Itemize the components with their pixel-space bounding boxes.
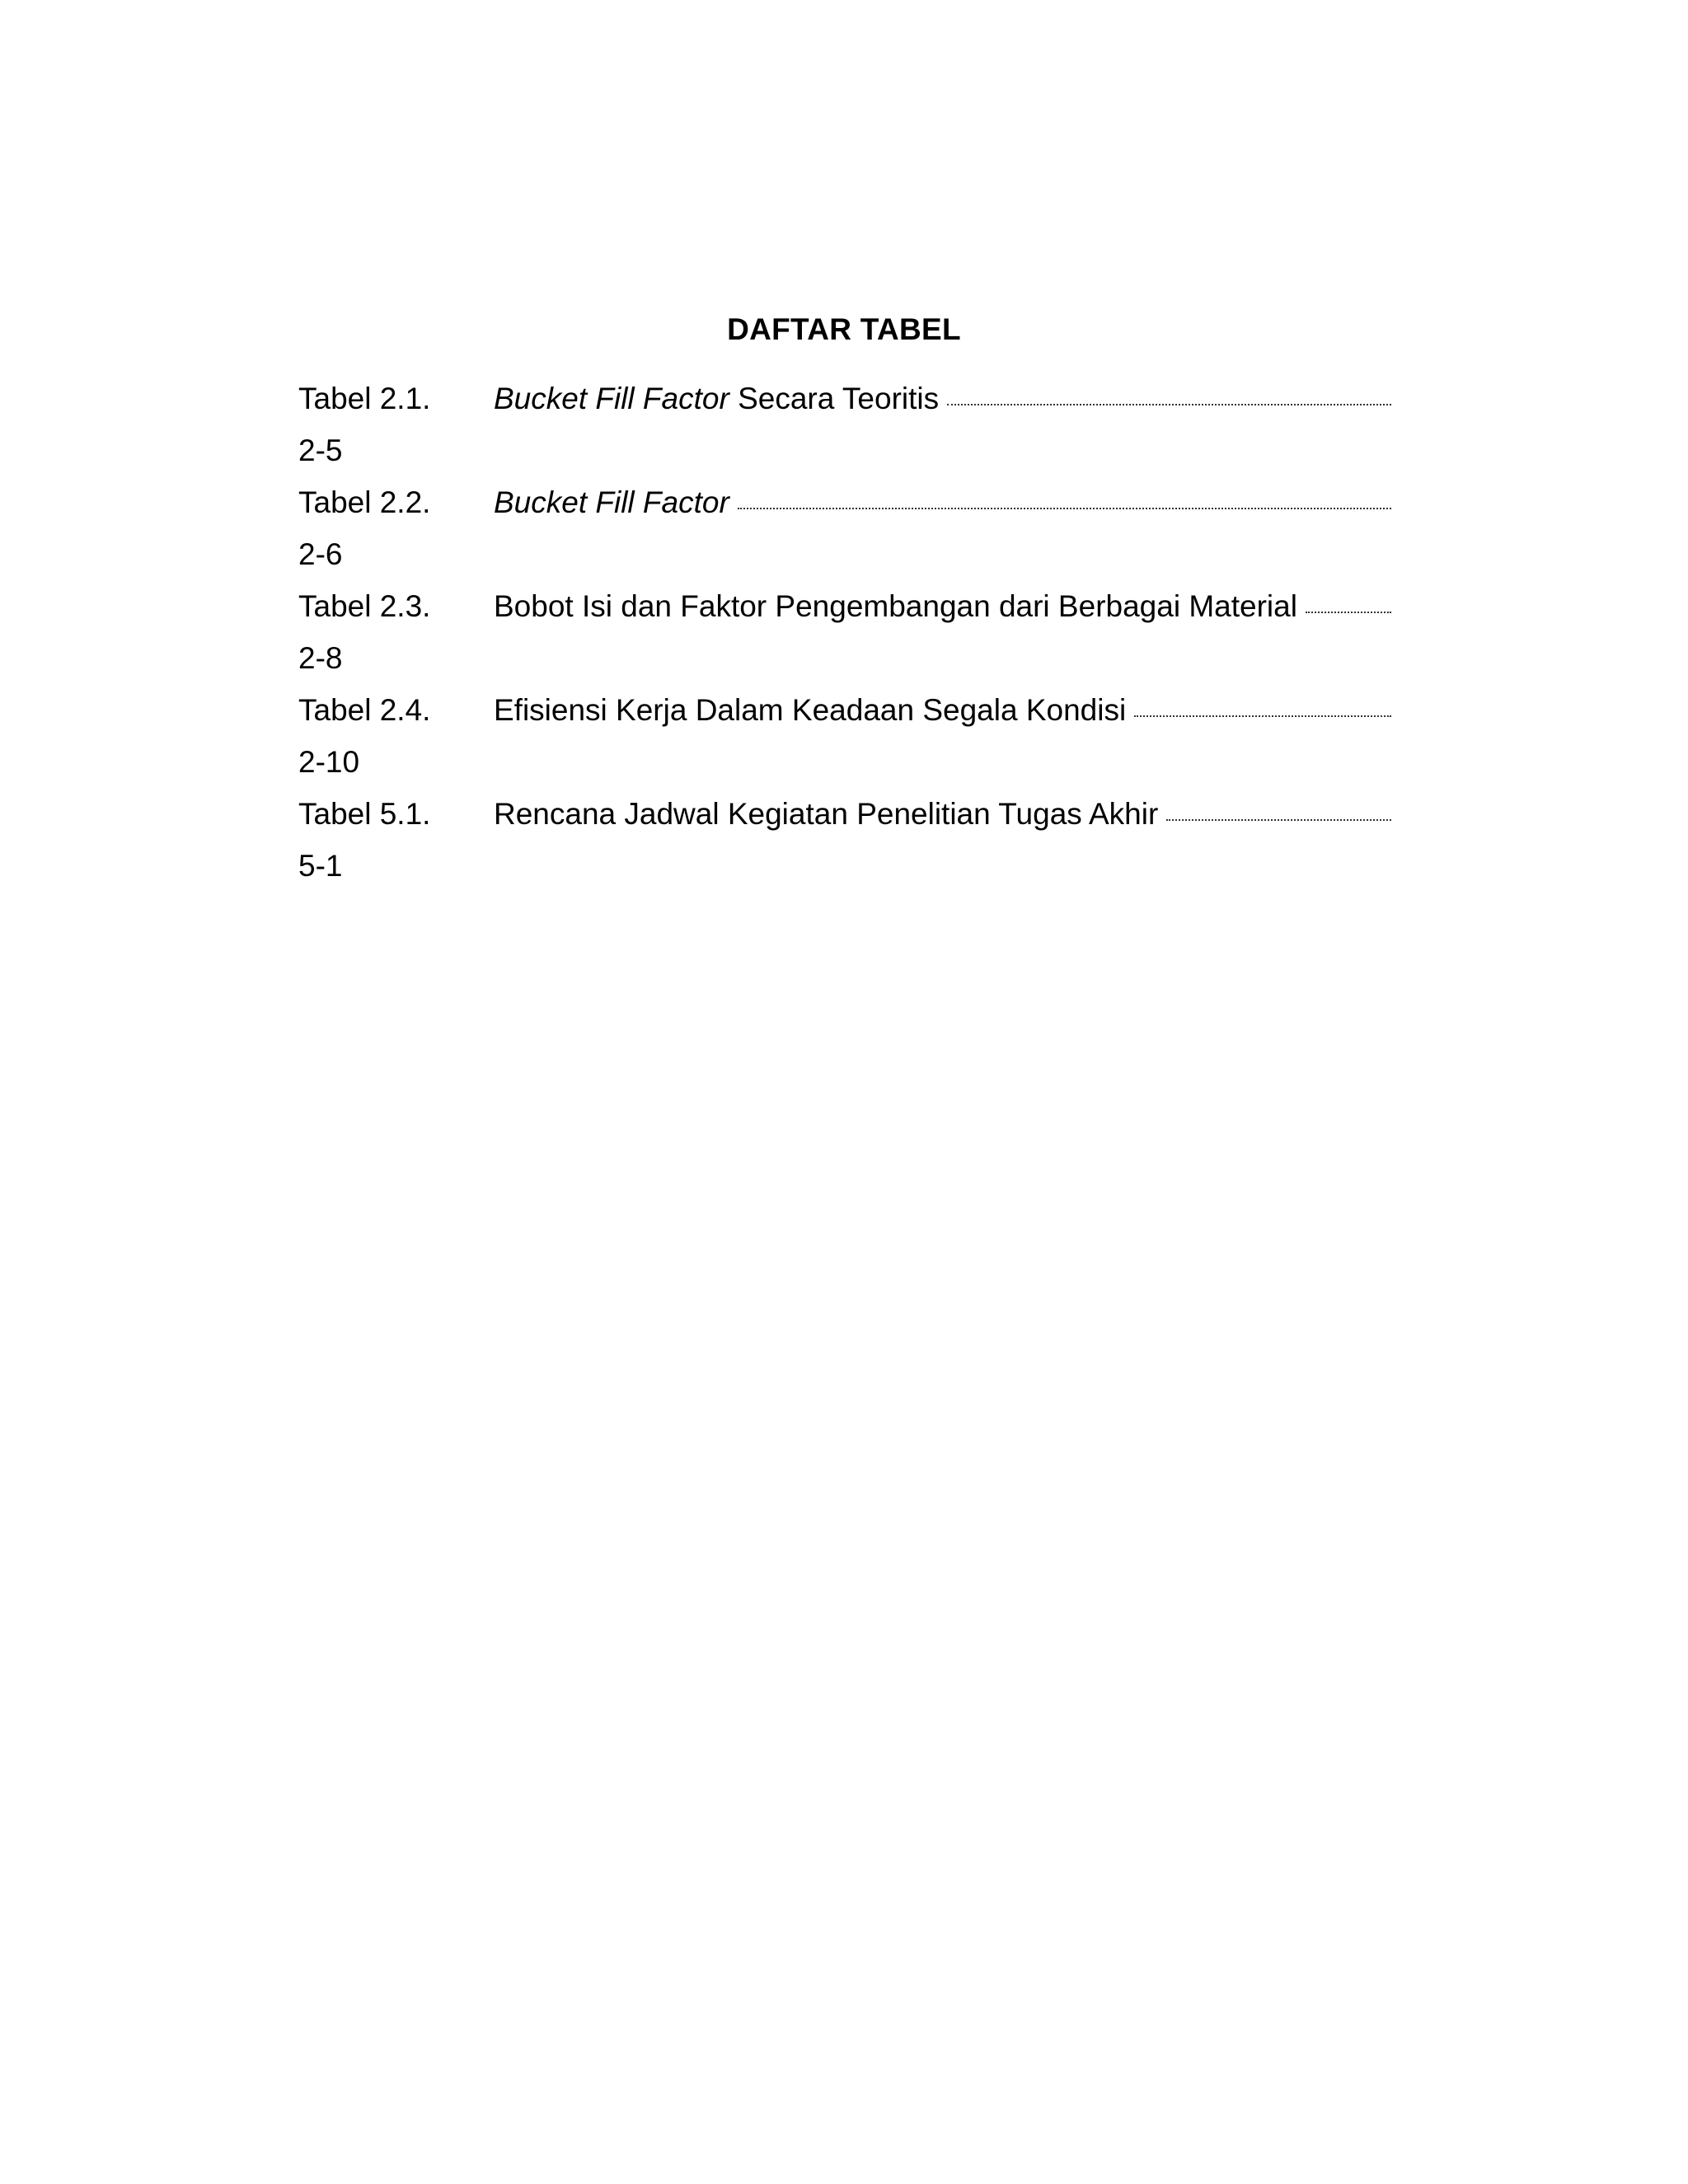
dot-leader xyxy=(947,403,1391,405)
dot-leader xyxy=(1306,611,1391,613)
table-entry-2-4[interactable] xyxy=(298,692,1391,796)
table-entry-2-3[interactable] xyxy=(298,588,1391,692)
table-entry-line xyxy=(298,692,1391,744)
page-number: 5-1 xyxy=(298,849,343,883)
table-list xyxy=(298,381,1391,900)
table-number: Tabel 2.4. xyxy=(298,693,431,727)
dot-leader xyxy=(1134,715,1391,717)
table-number: Tabel 2.3. xyxy=(298,589,431,623)
table-number: Tabel 2.1. xyxy=(298,382,431,415)
table-entry-line xyxy=(298,381,1391,433)
table-title-text: Secara Teoritis xyxy=(729,382,940,415)
table-entry-2-1[interactable] xyxy=(298,381,1391,485)
table-number: Tabel 5.1. xyxy=(298,797,431,831)
table-entry-line xyxy=(298,796,1391,848)
table-title xyxy=(494,381,939,417)
table-entry-2-2[interactable] xyxy=(298,485,1391,588)
table-number: Tabel 2.2. xyxy=(298,485,431,519)
table-entry-5-1[interactable] xyxy=(298,796,1391,900)
table-title xyxy=(494,796,1158,832)
table-title xyxy=(494,588,1297,625)
page-number: 2-6 xyxy=(298,537,343,571)
page-number: 2-5 xyxy=(298,434,343,467)
dot-leader xyxy=(738,507,1391,509)
page-number: 2-10 xyxy=(298,745,360,779)
table-title-text: Efisiensi Kerja Dalam Keadaan Segala Kondisi xyxy=(494,693,1127,727)
table-title-italic: Bucket Fill Factor xyxy=(494,485,729,519)
page-title: DAFTAR TABEL xyxy=(727,312,961,346)
table-title-text: Bobot Isi dan Faktor Pengembangan dari Berbagai Material xyxy=(494,589,1297,623)
table-entry-line xyxy=(298,485,1391,537)
table-entry-line xyxy=(298,588,1391,640)
table-title-italic: Bucket Fill Factor xyxy=(494,382,729,415)
dot-leader xyxy=(1166,818,1391,821)
table-title xyxy=(494,692,1126,729)
table-title xyxy=(494,485,729,521)
table-title-text: Rencana Jadwal Kegiatan Penelitian Tugas Akhir xyxy=(494,797,1159,831)
page-number: 2-8 xyxy=(298,641,343,675)
